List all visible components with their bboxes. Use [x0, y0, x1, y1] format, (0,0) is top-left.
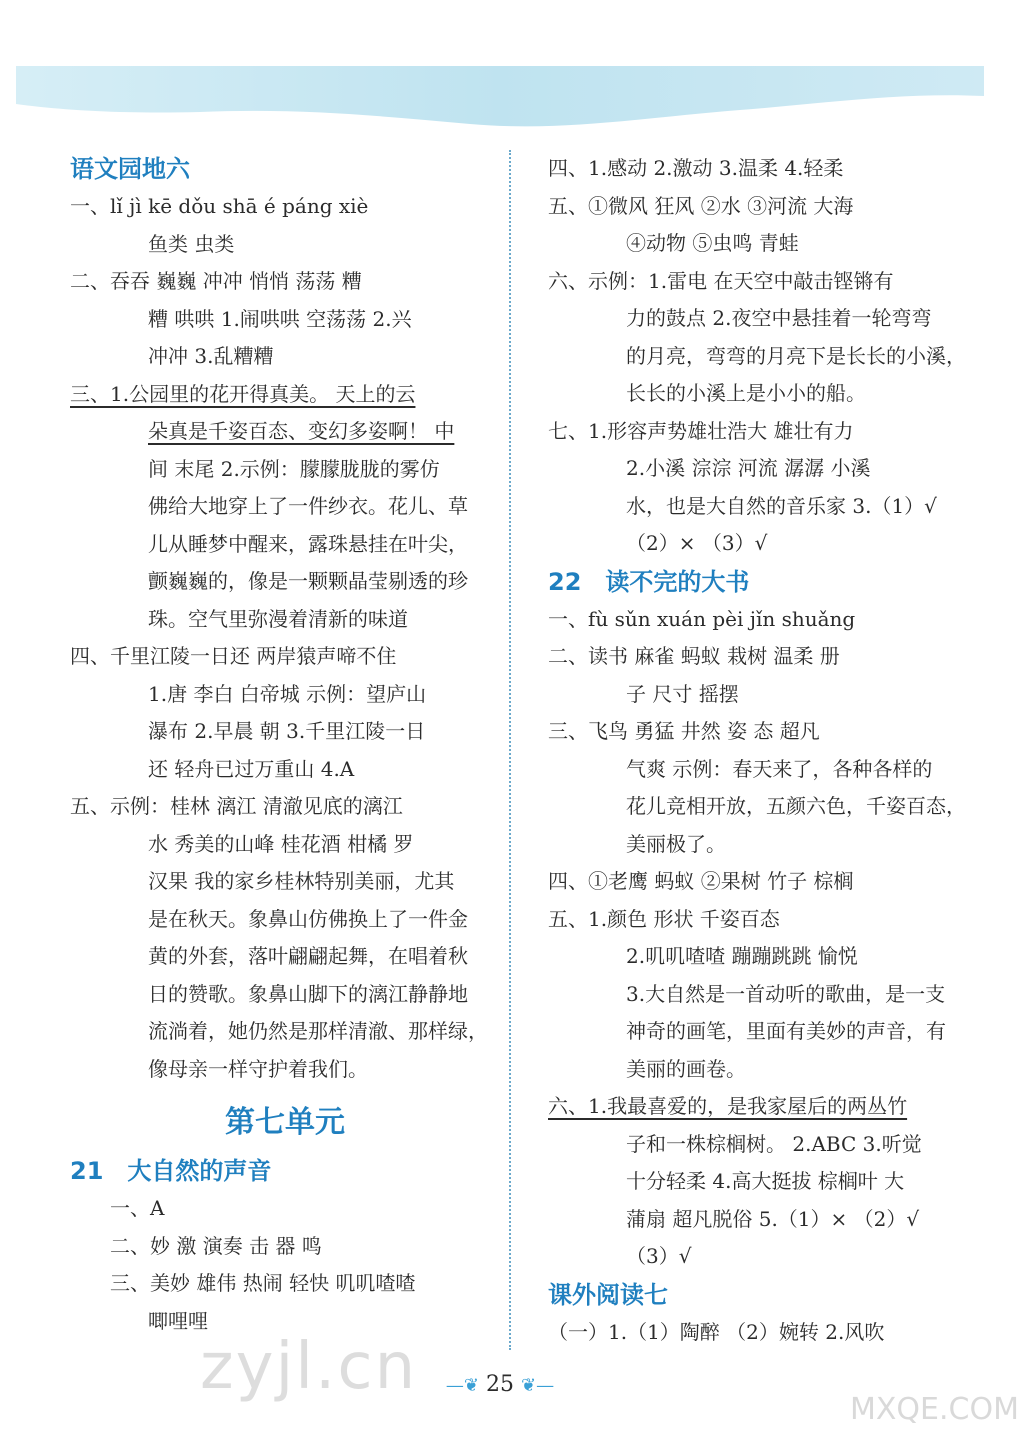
answer-item	[548, 413, 948, 563]
answer-item	[548, 188, 948, 263]
answer-line: 美丽极了。	[626, 831, 726, 856]
corner-watermark-text: MXQE.COM	[850, 1392, 1019, 1427]
lesson-title-22: 22 读不完的大书	[548, 567, 750, 596]
lesson-title-21: 21 大自然的声音	[70, 1157, 272, 1185]
answer-item	[70, 1265, 500, 1340]
answer-line: 四、①老鹰 蚂蚁 ②果树 竹子 棕榈	[548, 869, 854, 893]
page-number: 25	[486, 1372, 514, 1397]
answer-line: 的月亮，弯弯的月亮下是长长的小溪，	[626, 343, 966, 368]
answer-line: 五、1.颜色 形状 千姿百态	[548, 906, 780, 931]
answer-line: 长长的小溪上是小小的船。	[626, 381, 866, 405]
answer-line: 水 秀美的山峰 桂花酒 柑橘 罗	[148, 831, 414, 856]
section-title-yuwen-yuandi: 语文园地六	[70, 155, 190, 183]
answer-item	[70, 788, 500, 1088]
answer-item	[548, 863, 948, 901]
answer-line: 蒲扇 超凡脱俗 5.（1）× （2）√	[626, 1206, 920, 1231]
answer-line: （3）√	[626, 1244, 692, 1268]
answer-item	[70, 1190, 500, 1228]
answer-line: 神奇的画笔，里面有美妙的声音，有	[626, 1019, 946, 1043]
answer-line-underlined: 六、1.我最喜爱的，是我家屋后的两丛竹	[548, 1094, 908, 1118]
answer-line: 佛给大地穿上了一件纱衣。花儿、草	[148, 494, 468, 518]
answer-line: 汉果 我的家乡桂林特别美丽，尤其	[148, 869, 455, 893]
answer-line: 珠。空气里弥漫着清新的味道	[148, 606, 408, 631]
answer-line: 瀑布 2.早晨 朝 3.千里江陵一日	[148, 719, 426, 743]
answer-line: 气爽 示例：春天来了，各种各样的	[626, 756, 933, 781]
unit-title: 第七单元	[225, 1105, 345, 1140]
answer-line: （一）1.（1）陶醉 （2）婉转 2.风吹	[548, 1319, 885, 1344]
answer-line: 颤巍巍的，像是一颗颗晶莹剔透的珍	[148, 569, 468, 593]
answer-line: 子 尺寸 摇摆	[626, 681, 739, 706]
answer-line: 日的赞歌。象鼻山脚下的漓江静静地	[148, 981, 468, 1006]
answer-item	[70, 376, 500, 639]
answer-line: 七、1.形容声势雄壮浩大 雄壮有力	[548, 418, 854, 443]
answer-item	[70, 188, 500, 263]
answer-line: 六、示例：1.雷电 在天空中敲击铿锵有	[548, 268, 894, 293]
left-column	[70, 150, 500, 1340]
answer-item	[548, 150, 948, 188]
answer-line: 冲冲 3.乱糟糟	[148, 344, 274, 368]
answer-line: 美丽的画卷。	[626, 1056, 746, 1081]
answer-line: 水，也是大自然的音乐家 3.（1）√	[626, 493, 937, 518]
answer-item	[70, 1228, 500, 1266]
answer-line: 1.唐 李白 白帝城 示例：望庐山	[148, 681, 427, 706]
answer-line: 2.叽叽喳喳 蹦蹦跳跳 愉悦	[626, 944, 858, 968]
answer-line: 黄的外套，落叶翩翩起舞，在唱着秋	[148, 944, 468, 968]
answer-line: 二、吞吞 巍巍 冲冲 悄悄 荡荡 糟	[70, 269, 362, 293]
answer-line: 3.大自然是一首动听的歌曲，是一支	[626, 981, 946, 1006]
answer-line: 一、A	[110, 1196, 165, 1220]
answer-line: 一、fù sǔn xuán pèi jǐn shuǎng	[548, 606, 856, 631]
answer-item	[70, 638, 500, 788]
answer-line: 唧哩哩	[148, 1308, 208, 1333]
answer-line: 糟 哄哄 1.闹哄哄 空荡荡 2.兴	[148, 306, 412, 331]
answer-item	[548, 1088, 948, 1276]
answer-line: （2）× （3）√	[626, 531, 768, 555]
answer-item	[548, 901, 948, 1089]
answer-line: 儿从睡梦中醒来，露珠悬挂在叶尖，	[148, 531, 468, 556]
answer-line: 四、1.感动 2.激动 3.温柔 4.轻柔	[548, 156, 844, 180]
answer-item	[548, 713, 966, 863]
answer-line-underlined: 三、1.公园里的花开得真美。 天上的云	[70, 381, 416, 406]
header-wave-banner	[0, 0, 1000, 160]
answer-line: 2.小溪 淙淙 河流 潺潺 小溪	[626, 456, 871, 480]
answer-line: 十分轻柔 4.高大挺拔 棕榈叶 大	[626, 1169, 905, 1193]
answer-item	[70, 263, 500, 376]
answer-line: ④动物 ⑤虫鸣 青蛙	[626, 231, 799, 255]
answer-line: 是在秋天。象鼻山仿佛换上了一件金	[148, 906, 468, 931]
leaf-ornament-icon: ❦—	[521, 1375, 555, 1396]
answer-line: 二、读书 麻雀 蚂蚁 栽树 温柔 册	[548, 644, 840, 668]
column-divider	[509, 150, 511, 1350]
answer-line: 四、千里江陵一日还 两岸猿声啼不住	[70, 644, 397, 668]
answer-line: 一、lǐ jì kē dǒu shā é páng xiè	[70, 194, 369, 218]
answer-line: 三、美妙 雄伟 热闹 轻快 叽叽喳喳	[110, 1271, 416, 1295]
answer-line: 二、妙 激 演奏 击 器 鸣	[110, 1233, 322, 1258]
answer-line-underlined: 朵真是千姿百态、变幻多姿啊！ 中	[148, 419, 455, 443]
answer-line: 像母亲一样守护着我们。	[148, 1056, 368, 1081]
watermark-text: zyjl.cn	[200, 1330, 418, 1404]
answer-line: 花儿竞相开放，五颜六色，千姿百态，	[626, 794, 966, 818]
answer-line: 还 轻舟已过万重山 4.A	[148, 756, 355, 781]
answer-line: 力的鼓点 2.夜空中悬挂着一轮弯弯	[626, 306, 932, 330]
answer-item	[548, 263, 966, 413]
answer-line: 五、①微风 狂风 ②水 ③河流 大海	[548, 193, 854, 218]
answer-line: 间 末尾 2.示例：朦朦胧胧的雾仿	[148, 456, 440, 481]
answer-line: 五、示例：桂林 漓江 清澈见底的漓江	[70, 794, 403, 818]
answer-line: 流淌着，她仍然是那样清澈、那样绿，	[148, 1019, 488, 1043]
answer-line: 鱼类 虫类	[148, 231, 235, 256]
right-column	[548, 150, 966, 1351]
section-title-extracurricular-reading: 课外阅读七	[548, 1280, 668, 1309]
answer-line: 三、飞鸟 勇猛 井然 姿 态 超凡	[548, 719, 820, 743]
answer-item	[548, 601, 948, 639]
answer-item	[548, 1314, 948, 1352]
answer-item	[548, 638, 948, 713]
leaf-ornament-icon: —❦	[445, 1375, 479, 1396]
answer-line: 子和一株棕榈树。 2.ABC 3.听觉	[626, 1131, 922, 1156]
